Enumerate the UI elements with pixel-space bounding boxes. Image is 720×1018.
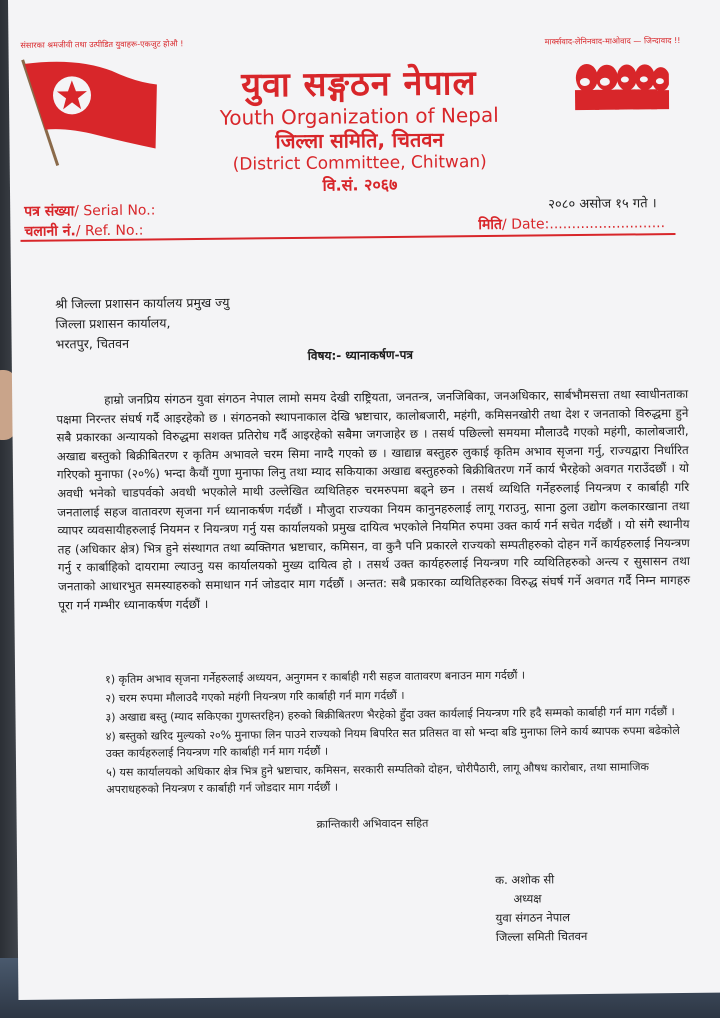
recipient-line: भरतपुर, चितवन	[55, 335, 130, 352]
demand-item: ५) यस कार्यालयको अधिकार क्षेत्र भित्र हुने भ्रष्टाचार, कमिसन, सरकारी सम्पतिको दोहन, चोरीपैठारी, लागू औषध कारोबार, तथा सामाजिक अपराधहरुको नियन्त्रण र कार्बाही गर्न जोडदार माग गर्दछौं ।	[106, 760, 649, 797]
recipient-line: जिल्ला प्रशासन कार्यालय,	[55, 315, 171, 332]
motto-left: संसारका श्रमजीवी तथा उत्पीडित युवाहरू-एकजुट होऔ !	[20, 39, 184, 50]
demand-item: ४) बस्तुको खरिद मुल्यको २०% मुनाफा लिन पाउने राज्यको नियम बिपरित सत प्रतिसत वा सो भन्दा बडि मुनाफा लिने कार्य ब्यापक रुपमा बढेकोले उक्त कार्यहरुलाई नियन्त्रण गरि कार्बाही गर्न माग गर्दछौं ।	[105, 724, 680, 761]
serial-label-np: पत्र संख्या	[24, 203, 75, 220]
signatory-committee: जिल्ला समिती चितवन	[495, 928, 588, 944]
red-flag-star-icon	[17, 56, 168, 168]
date-field	[478, 213, 665, 234]
demand-item: १) कृतिम अभाव सृजना गर्नेहरुलाई अध्ययन, अनुगमन र कार्बाही गरी सहज वातावरण बनाउन माग गर्दछौं ।	[105, 668, 526, 687]
closing-salutation: क्रान्तिकारी अभिवादन सहित	[316, 816, 429, 831]
demand-item: ३) अखाद्य बस्तु (म्याद सकिएका गुणस्तरहिन) हरुको बिक्रीबितरण भैरहेको हुँदा उक्त कार्यलाई नियन्त्रण गरि हदै सम्मको कार्बाही गर्न माग गर्दछौं ।	[105, 705, 675, 725]
date-label-en: / Date:..........................	[501, 215, 666, 233]
subject-line: विषय:- ध्यानाकर्षण-पत्र	[307, 347, 414, 363]
date-label-np: मिति	[478, 216, 503, 234]
demands-list	[105, 665, 696, 800]
recipient-address	[55, 293, 230, 355]
serial-number-field	[24, 200, 155, 220]
serial-label-en: / Serial No.:	[74, 202, 156, 220]
date-value: २०८० असोज १५ गते ।	[548, 196, 657, 213]
signature-block	[495, 870, 587, 947]
org-name-english: Youth Organization of Nepal	[219, 102, 499, 130]
recipient-line: श्री जिल्ला प्रशासन कार्यालय प्रमुख ज्यु	[55, 294, 230, 312]
letter-page	[8, 0, 720, 1000]
body-paragraph: हाम्रो जनप्रिय संगठन युवा संगठन नेपाल लामो समय देखी राष्ट्रियता, जनतन्त्र, जनजिबिका, जनअधिकार, सार्बभौमसत्ता तथा स्वाधीनताका पक्षमा निरन्तर संघर्ष गर्दै आइरहेको छ । संगठनको स्थापनाकाल देखि भ्रष्टाचार, कालोबजारी, महंगी, कमिसनखोरी तथा देश र जनताको विरुद्धमा हुने सबै प्रकारका अन्यायको विरुद्धमा सशक्त प्रतिरोध गर्दै आइरहेको सबैमा जगजाहेर छ । तसर्थ पछिल्लो समयमा मौलाउदै गएको महंगी, कालोबजारी, अखाद्य बस्तुको बिक्रीबितरण र कृतिम अभावले चरम सिमा नाग्दै गएको छ । खाद्यान्न बस्तुहरु लुकाई कृतिम अभाव सृजना गर्नु, राज्यद्वारा निर्धारित गरिएको मुनाफा (२०%) भन्दा कैयौं गुणा मुनाफा लिनु तथा म्याद सकियाका अखाद्य बस्तुहरुको बिक्रीबितरण गर्ने कार्य भैरहेको अवगत गराउँदछौं । यो अवधी भनेको चाडपर्वको अवधी भएकोले माथी उल्लेखित व्यथितिहरु चरमरुपमा बढ्ने छन । तसर्थ व्यथिति गर्नेहरुलाई नियन्त्रण र कार्बाही गरि जनतालाई सहज वातावरण सृजना गर्न ध्यानाकर्षण गर्दछौं । मौजुदा राज्यका नियम कानुनहरुलाई लागू गराउनु, साना ठुला उद्योग कलकारखाना तथा व्यापर व्यवसायीहरुलाई नियमन र नियन्त्रण गर्नु यस कार्यालयको प्रमुख दायित्व भएकोले नियमित रुपमा उक्त कार्य गर्न सचेत गर्दछौं । यो संगै स्थानीय तह (अधिकार क्षेत्र) भित्र हुने संस्थागत तथा ब्यक्तिगत भ्रष्टाचार, कमिसन, वा कुनै पनि प्रकारले राज्यको सम्पतीहरुको दोहन गर्ने कार्यहरुलाई नियन्त्रण गर्नु र कार्बाहिको दायरामा ल्याउनु यस कार्यालयको मुख्य दायित्व हो । तसर्थ उक्त कार्यहरुलाई नियन्त्रण गरि व्यथितिहरुको अन्त्य र सुसासन तथा जनताको आधारभुत समस्याहरुको समाधान गर्न जोडदार माग गर्दछौं । अन्तत: सबै प्रकारका व्यथितिहरुका विरुद्ध संघर्ष गर्ने अवगत गर्दै निम्न मागहरु पूरा गर्न गम्भीर ध्यानाकर्षण गर्दछौं ।	[56, 386, 691, 613]
committee-english: (District Committee, Chitwan)	[232, 151, 487, 175]
communist-leaders-portrait-icon	[569, 55, 670, 112]
org-name-nepali: युवा सङ्गठन नेपाल	[241, 63, 477, 106]
signatory-title: अध्यक्ष	[513, 891, 542, 906]
committee-nepali: जिल्ला समिति, चितवन	[275, 127, 444, 154]
established-year: वि.सं. २०६७	[322, 174, 398, 195]
ref-label-np: चलानी नं.	[24, 223, 76, 240]
motto-right: मार्क्सवाद-लेनिनवाद-माओवाद — जिन्दावाद !!	[544, 35, 681, 47]
ref-label-en: / Ref. No.:	[75, 222, 144, 240]
demand-item: २) चरम रुपमा मौलाउदै गएको महंगी नियन्त्रण गरि कार्बाही गर्न माग गर्दछौं ।	[105, 688, 405, 706]
signatory-name: क. अशोक सी	[495, 872, 555, 887]
letterhead-title	[169, 62, 550, 198]
signatory-org: युवा संगठन नेपाल	[495, 910, 571, 925]
